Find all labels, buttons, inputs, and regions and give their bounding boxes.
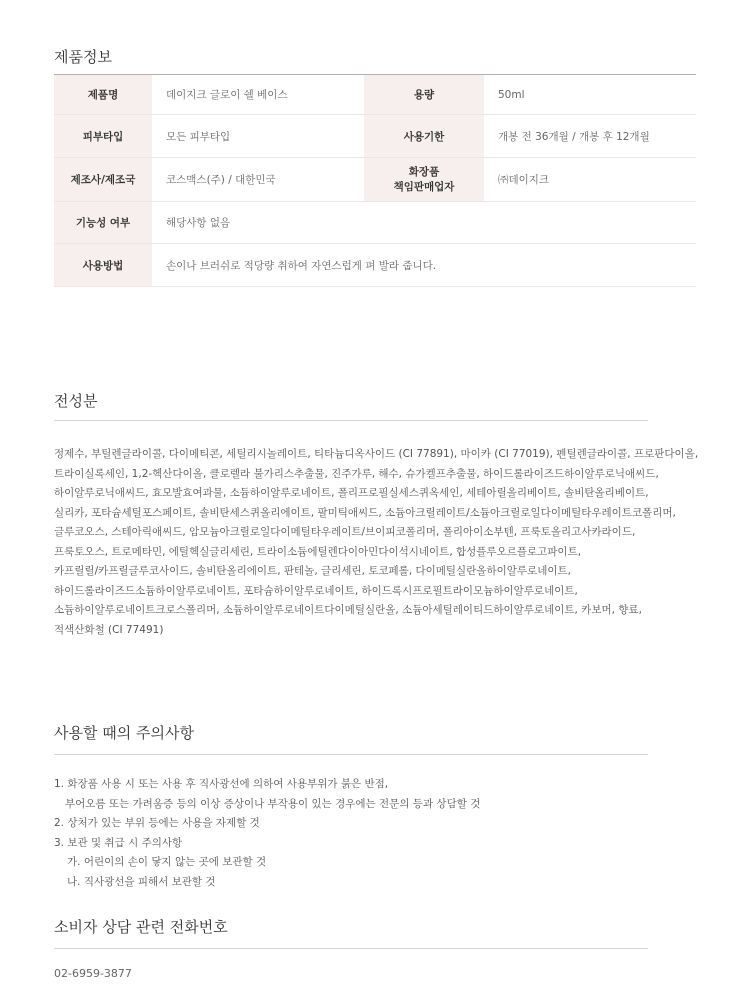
precaution-item: 2. 상처가 있는 부위 등에는 사용을 자제할 것 <box>54 817 260 830</box>
value-usage: 손이나 브러쉬로 적당량 취하여 자연스럽게 펴 발라 줍니다. <box>152 244 696 287</box>
value-volume: 50ml <box>484 75 696 115</box>
table-row <box>54 115 696 158</box>
label-functional: 기능성 여부 <box>54 202 152 244</box>
ingredients-line: 소듐하이알루로네이트크로스폴리머, 소듐하이알루로네이트다이메틸실란올, 소듐아세틸레이티드하이알루로네이트, 카보머, 향료, <box>54 604 642 616</box>
precaution-subitem: 나. 직사광선을 피해서 보관할 것 <box>67 875 216 888</box>
value-manufacturer: 코스맥스(주) / 대한민국 <box>152 158 364 202</box>
ingredients-line: 하이알루로닉애씨드, 효모발효여과물, 소듐하이알루로네이트, 폴리프로필실세스퀴옥세인, 세테아릴올리베이트, 솔비탄올리베이트, <box>54 487 649 499</box>
table-row <box>54 75 696 115</box>
table-row <box>54 202 696 244</box>
section-divider <box>54 754 648 755</box>
section-title-consumer-contact: 소비자 상담 관련 전화번호 <box>54 918 228 936</box>
precaution-item: 1. 화장품 사용 시 또는 사용 후 직사광선에 의하여 사용부위가 붉은 반점, <box>54 778 389 790</box>
label-usage: 사용방법 <box>54 244 152 287</box>
label-product-name: 제품명 <box>54 75 152 115</box>
ingredients-line: 글루코오스, 스테아릭애씨드, 암모늄아크릴로일다이메틸타우레이트/브이피코폴리머, 폴리아이소부텐, 프룩토올리고사카라이드, <box>54 526 636 538</box>
consumer-contact-section <box>54 916 648 980</box>
label-skin-type: 피부타입 <box>54 115 152 158</box>
product-info-section <box>54 46 696 287</box>
table-row <box>54 158 696 202</box>
precaution-item: 부어오름 또는 가려움증 등의 이상 증상이나 부작용이 있는 경우에는 전문의 등과 상담할 것 <box>65 797 481 810</box>
value-skin-type: 모든 피부타입 <box>152 115 364 158</box>
precaution-item: 3. 보관 및 취급 시 주의사항 <box>54 836 183 849</box>
section-title-ingredients: 전성분 <box>54 392 98 410</box>
label-responsible-seller-line1: 화장품 <box>408 165 440 178</box>
value-responsible-seller: ㈜데이지크 <box>484 158 696 202</box>
label-expiry: 사용기한 <box>364 115 484 158</box>
value-functional: 해당사항 없음 <box>152 202 696 244</box>
precautions-list <box>54 775 648 893</box>
ingredients-line: 하이드롤라이즈드소듐하이알루로네이트, 포타슘하이알루로네이트, 하이드록시프로필트라이모늄하이알루로네이트, <box>54 584 578 597</box>
section-divider <box>54 420 648 421</box>
product-info-table <box>54 75 696 287</box>
label-responsible-seller <box>364 158 484 202</box>
label-manufacturer: 제조사/제조국 <box>54 158 152 202</box>
section-title-product-info: 제품정보 <box>54 48 112 66</box>
label-volume: 용량 <box>364 75 484 115</box>
ingredients-text <box>54 445 699 640</box>
label-responsible-seller-line2: 책임판매업자 <box>393 180 455 193</box>
ingredients-line: 적색산화철 (CI 77491) <box>54 623 164 636</box>
section-title-precautions: 사용할 때의 주의사항 <box>54 724 194 742</box>
value-expiry: 개봉 전 36개월 / 개봉 후 12개월 <box>484 115 696 158</box>
ingredients-line: 프룩토오스, 트로메타민, 에틸헥실글리세린, 트라이소듐에틸렌다이아민다이석시네이트, 합성플루오르플로고파이트, <box>54 545 582 558</box>
section-divider <box>54 948 648 949</box>
table-row <box>54 244 696 287</box>
precaution-subitem: 가. 어린이의 손이 닿지 않는 곳에 보관할 것 <box>67 856 267 869</box>
ingredients-line: 실리카, 포타슘세틸포스페이트, 솔비탄세스퀴올리에이트, 팔미틱애씨드, 소듐아크릴레이트/소듐아크릴로일다이메틸타우레이트코폴리머, <box>54 506 676 519</box>
ingredients-line: 정제수, 부틸렌글라이콜, 다이메티콘, 세틸리시놀레이트, 티타늄디옥사이드 (CI 77891), 마이카 (CI 77019), 펜틸렌글라이콜, 프로판다이올, <box>54 448 699 460</box>
value-product-name: 데이지크 글로이 쉘 베이스 <box>152 75 364 115</box>
phone-number: 02-6959-3877 <box>54 967 132 980</box>
ingredients-line: 트라이실록세인, 1,2-헥산다이올, 클로렐라 불가리스추출물, 진주가루, 해수, 슈가켈프추출물, 하이드롤라이즈드하이알루로닉애씨드, <box>54 467 659 480</box>
precautions-section <box>54 722 648 893</box>
ingredients-section <box>54 390 699 640</box>
ingredients-line: 카프릴릴/카프릴글루코사이드, 솔비탄올리에이트, 판테놀, 글리세린, 토코페롤, 다이메틸실란올하이알루로네이트, <box>54 565 571 577</box>
